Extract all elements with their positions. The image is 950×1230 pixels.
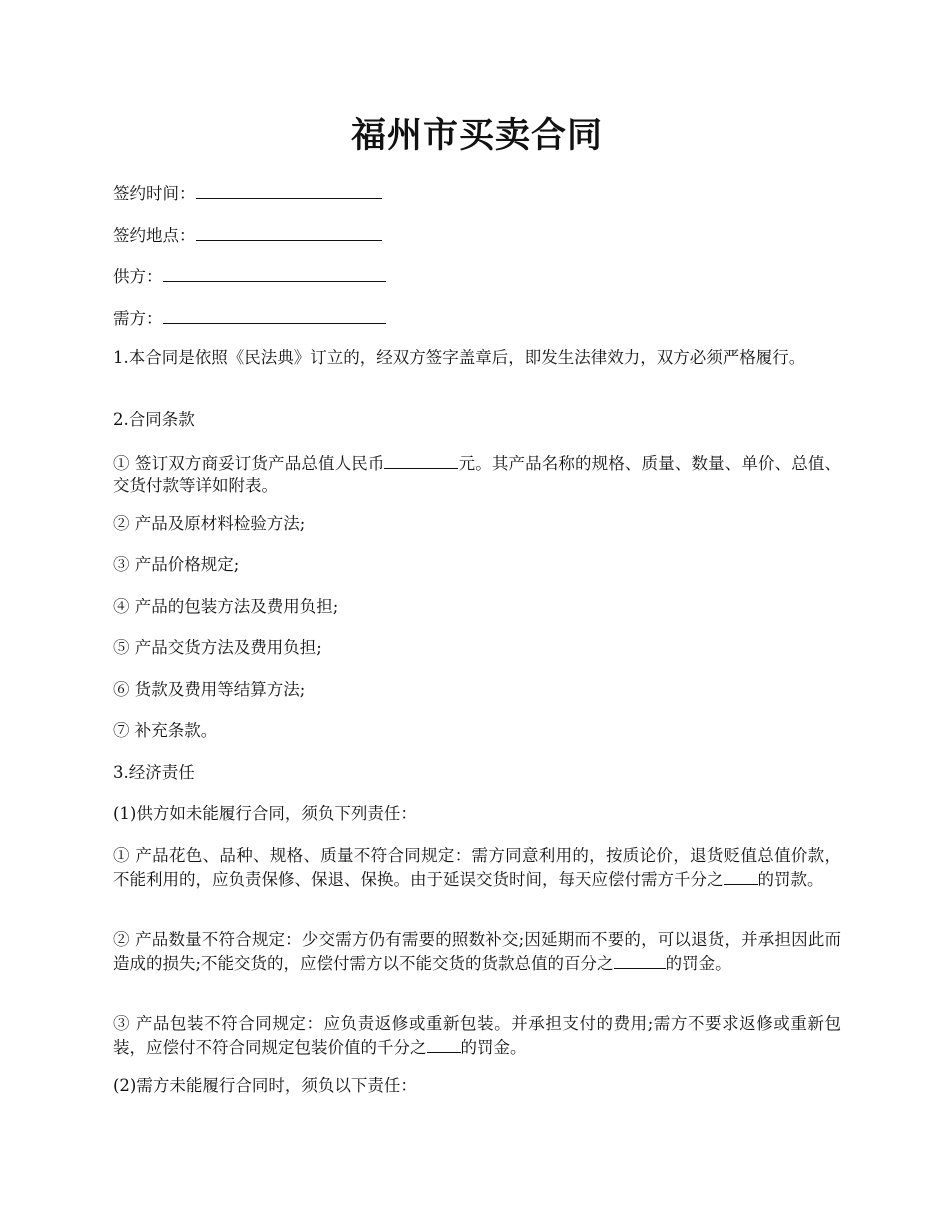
section-2-heading: 2.合同条款	[113, 410, 195, 429]
buyer-label: 需方：	[113, 309, 163, 328]
packaging-penalty-blank[interactable]	[427, 1035, 461, 1053]
supplier-liability-3-text-a: ③ 产品包装不符合同规定：应负责返修或重新包装。并承担支付的费用;需方不要求返修或重新包装，应偿付不符合同规定包装价值的千分之	[113, 1014, 841, 1057]
supplier-liability-2	[113, 929, 841, 975]
buyer-liability-heading: (2)需方未能履行合同时，须负以下责任：	[113, 1076, 417, 1095]
supplier-liability-heading: (1)供方如未能履行合同，须负下列责任：	[113, 804, 417, 823]
delay-penalty-blank[interactable]	[724, 867, 758, 885]
section-3-heading: 3.经济责任	[113, 763, 195, 782]
supplier-liability-3	[113, 1013, 841, 1059]
supplier-label: 供方：	[113, 267, 163, 286]
shortage-penalty-blank[interactable]	[614, 951, 666, 969]
signing-place-blank[interactable]	[196, 223, 382, 241]
signing-time-blank[interactable]	[196, 181, 382, 199]
clause-2-6: ⑥ 货款及费用等结算方法;	[113, 680, 306, 699]
supplier-liability-1-text-b: 的罚款。	[757, 870, 824, 889]
clause-2-2: ② 产品及原材料检验方法;	[113, 514, 306, 533]
supplier-liability-2-text-a: ② 产品数量不符合规定：少交需方仍有需要的照数补交;因延期而不要的，可以退货，并承担因此而造成的损失;不能交货的，应偿付需方以不能交货的货款总值的百分之	[113, 930, 841, 973]
document-title: 福州市买卖合同	[350, 115, 603, 156]
supplier-blank[interactable]	[163, 264, 386, 282]
signing-place-field	[113, 223, 841, 247]
clause-2-1	[113, 451, 841, 497]
supplier-liability-2-text-b: 的罚金。	[665, 954, 732, 973]
total-value-blank[interactable]	[384, 451, 458, 469]
clause-2-3: ③ 产品价格规定;	[113, 555, 240, 574]
clause-2-1-text-a: ① 签订双方商妥订货产品总值人民币	[113, 454, 385, 473]
signing-time-label: 签约时间：	[113, 184, 196, 203]
clause-1: 1.本合同是依照《民法典》订立的，经双方签字盖章后，即发生法律效力，双方必须严格履行。	[113, 348, 806, 367]
supplier-liability-1	[113, 845, 841, 891]
clause-2-7: ⑦ 补充条款。	[113, 721, 218, 740]
signing-place-label: 签约地点：	[113, 226, 196, 245]
clause-2-1-text-b: 元。其产品名称的规格、质量、数量、单价、总值、交货付款等详如附表。	[113, 454, 842, 495]
supplier-liability-3-text-b: 的罚金。	[460, 1038, 527, 1057]
signing-time-field	[113, 181, 841, 205]
clause-2-4: ④ 产品的包装方法及费用负担;	[113, 597, 339, 616]
buyer-blank[interactable]	[163, 306, 386, 324]
buyer-field	[113, 306, 841, 330]
clause-2-5: ⑤ 产品交货方法及费用负担;	[113, 638, 322, 657]
supplier-liability-1-text-a: ① 产品花色、品种、规格、质量不符合同规定：需方同意利用的，按质论价，退货贬值总值价款，不能利用的，应负责保修、保退、保换。由于延误交货时间，每天应偿付需方千分之	[113, 846, 841, 889]
supplier-field	[113, 264, 841, 288]
